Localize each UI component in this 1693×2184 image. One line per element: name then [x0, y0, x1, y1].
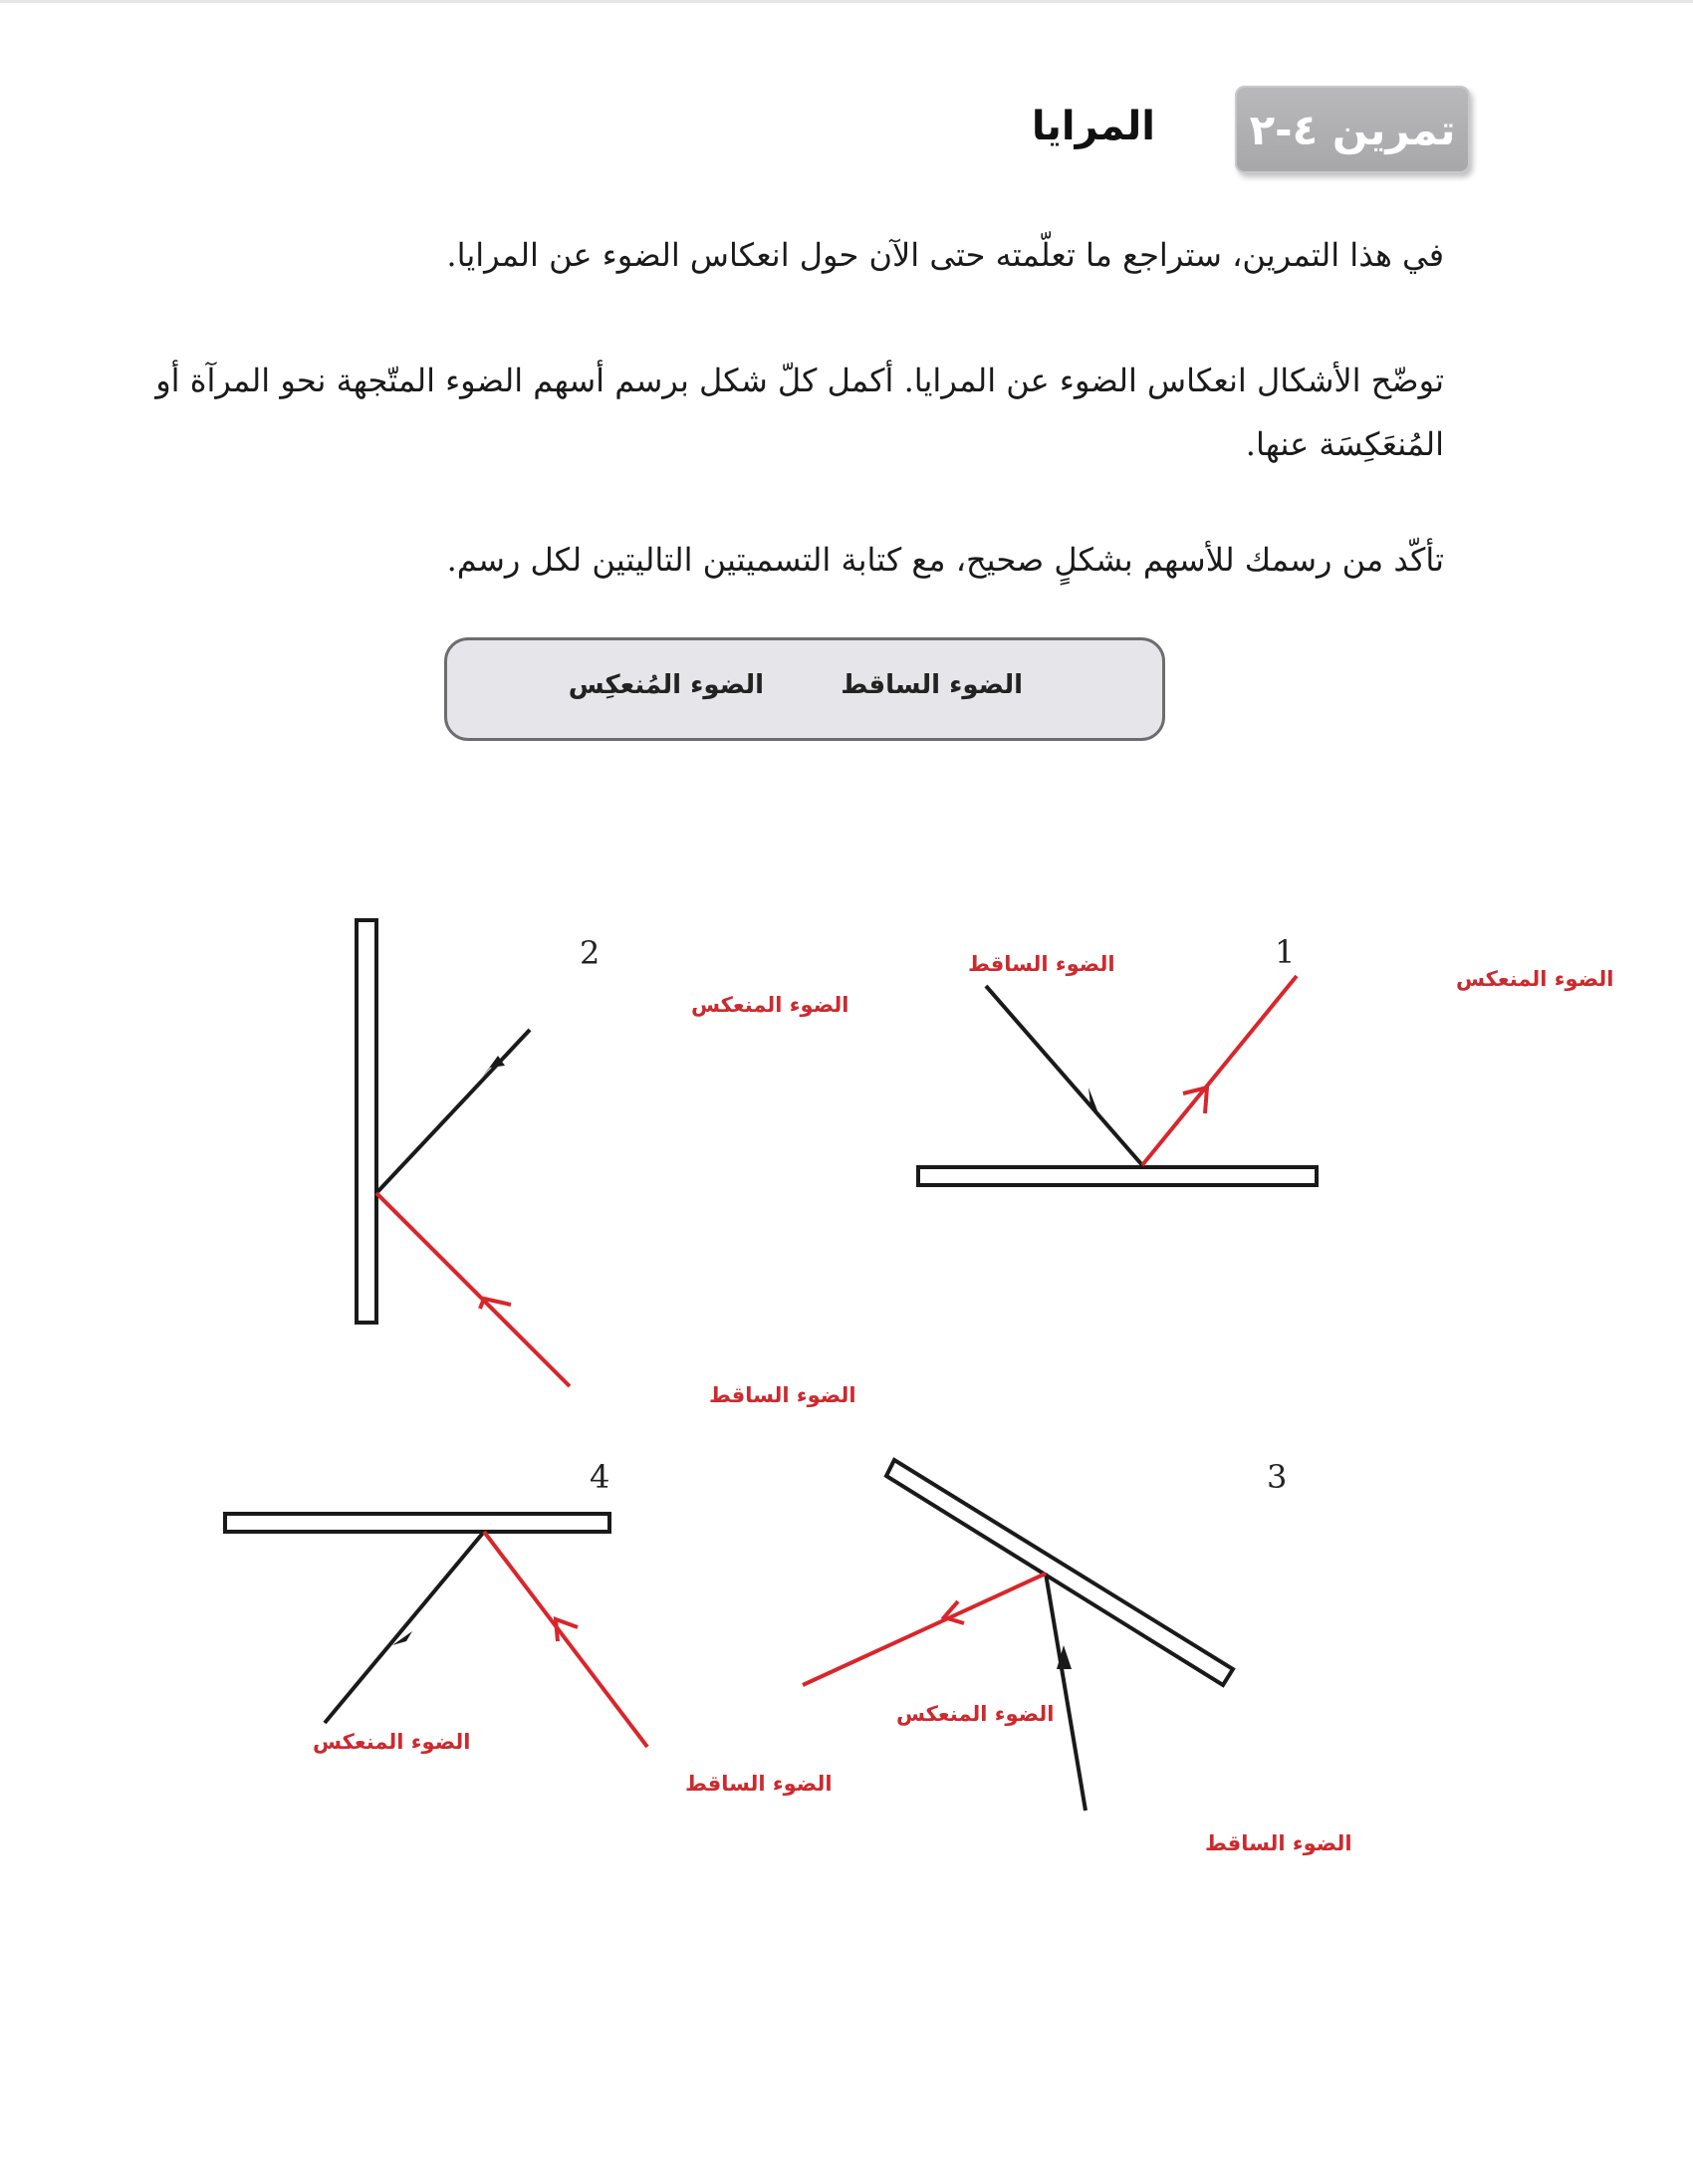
incident-ray-4 [484, 1532, 647, 1747]
reflected-ray-2-black [376, 1030, 530, 1193]
reflected-label-1: الضوء المنعكس [1456, 967, 1614, 991]
diagram-number-3: 3 [1267, 1458, 1288, 1496]
diagram-2 [357, 920, 856, 1407]
incident-label-1: الضوء الساقط [968, 952, 1115, 976]
incident-ray-3 [1046, 1574, 1086, 1811]
diagram-3 [803, 1458, 1352, 1855]
check-note-paragraph: تأكّد من رسمك للأسهم بشكلٍ صحيح، مع كتابة التسميتين التاليتين لكل رسم. [446, 541, 1444, 579]
diagram-number-2: 2 [580, 934, 601, 972]
label-reflected: الضوء المُنعكِس [568, 670, 764, 700]
diagram-number-4: 4 [590, 1458, 610, 1496]
diagram-4 [225, 1458, 833, 1796]
label-incident: الضوء الساقط [841, 670, 1023, 700]
mirror-2 [357, 920, 376, 1323]
reflected-ray-3 [803, 1574, 1046, 1685]
reflected-label-4: الضوء المنعكس [313, 1730, 471, 1754]
incident-label-3: الضوء الساقط [1205, 1831, 1352, 1855]
intro-paragraph: في هذا التمرين، ستراجع ما تعلّمته حتى الآن حول انعكاس الضوء عن المرايا. [446, 236, 1444, 274]
diagram-1 [918, 933, 1613, 1185]
exercise-badge: تمرين ٤-٢ [1235, 86, 1470, 173]
mirror-4 [225, 1514, 609, 1532]
reflected-ray-4 [325, 1532, 484, 1723]
reflected-ray-1 [1142, 976, 1297, 1165]
mirror-1 [918, 1167, 1317, 1185]
diagram-number-1: 1 [1275, 933, 1296, 971]
page-title: المرايا [1031, 104, 1155, 149]
incident-label-4: الضوء الساقط [685, 1772, 833, 1796]
incident-ray-2 [376, 1193, 570, 1386]
reflected-label-3: الضوء المنعكس [896, 1702, 1055, 1726]
reflected-label-2: الضوء المنعكس [691, 993, 849, 1017]
incident-ray-1 [986, 986, 1142, 1165]
incident-label-2: الضوء الساقط [709, 1383, 856, 1407]
instructions-paragraph: توضّح الأشكال انعكاس الضوء عن المرايا. أكمل كلّ شكل برسم أسهم الضوء المتّجهة نحو المرآة أو المُنعَكِسَة عنها. [155, 362, 1444, 463]
